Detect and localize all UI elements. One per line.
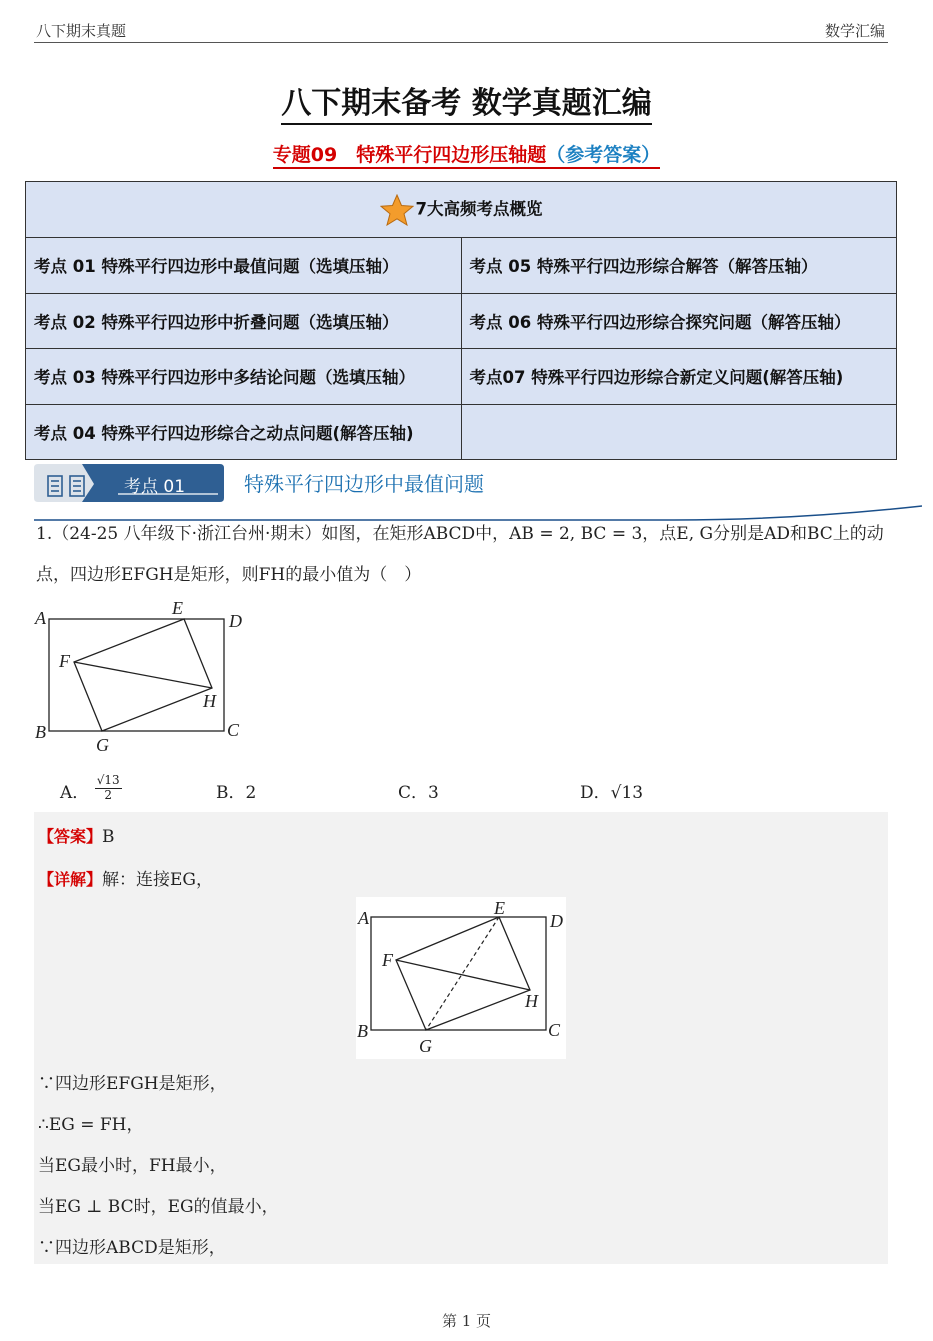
- label-f: F: [382, 950, 393, 970]
- label-a: A: [358, 908, 369, 928]
- label-e: E: [172, 598, 183, 618]
- label-c: C: [227, 720, 240, 740]
- section-badge-label: 考点 01: [124, 477, 186, 497]
- solution-step: ∵四边形EFGH是矩形，: [38, 1074, 227, 1094]
- label-e: E: [494, 898, 505, 918]
- answer-line: 【答案】B: [38, 827, 115, 847]
- solution-step: ∴EG = FH，: [38, 1115, 144, 1135]
- header-divider: [34, 42, 888, 43]
- answer-value: B: [102, 827, 115, 847]
- label-b: B: [357, 1021, 368, 1041]
- topic-item: 考点 05 特殊平行四边形综合解答（解答压轴）: [461, 238, 897, 294]
- solution-figure: [356, 897, 566, 1059]
- question-text-line1: 1.（24-25 八年级下·浙江台州·期末）如图，在矩形ABCD中，AB = 2, BC = 3，点E, G分别是AD和BC上的动: [36, 524, 884, 544]
- topic-item: 考点 03 特殊平行四边形中多结论问题（选填压轴）: [26, 349, 462, 405]
- detail-line: 【详解】解：连接EG，: [38, 870, 214, 890]
- page-title: 八下期末备考 数学真题汇编: [0, 78, 933, 122]
- option-d: D．√13: [580, 783, 644, 803]
- star-icon: [380, 194, 414, 226]
- label-g: G: [96, 735, 109, 755]
- question-figure: [30, 596, 260, 758]
- topic-item-empty: [461, 404, 897, 460]
- option-c: C．3: [398, 783, 439, 803]
- topic-item: 考点07 特殊平行四边形综合新定义问题(解答压轴): [461, 349, 897, 405]
- option-a-numerator: √13: [96, 773, 120, 788]
- label-f: F: [59, 651, 70, 671]
- topic-item: 考点 02 特殊平行四边形中折叠问题（选填压轴）: [26, 293, 462, 349]
- page-subtitle: 专题09 特殊平行四边形压轴题（参考答案）: [0, 140, 933, 167]
- label-d: D: [229, 611, 242, 631]
- label-a: A: [35, 608, 46, 628]
- header-right: 数学汇编: [824, 22, 885, 40]
- overview-heading: 7大高频考点概览: [26, 182, 897, 238]
- label-h: H: [203, 691, 216, 711]
- solution-step: ∵四边形ABCD是矩形，: [38, 1238, 226, 1258]
- section-title: 特殊平行四边形中最值问题: [244, 472, 484, 496]
- option-b: B．2: [216, 783, 257, 803]
- label-h: H: [525, 991, 538, 1011]
- option-a: A． $\frac{√13}{2}$: [60, 773, 120, 803]
- topic-item: 考点 04 特殊平行四边形综合之动点问题(解答压轴): [26, 404, 462, 460]
- label-b: B: [35, 722, 46, 742]
- label-g: G: [419, 1036, 432, 1056]
- option-a-denominator: 2: [104, 788, 112, 802]
- overview-table: [25, 181, 897, 460]
- header-left: 八下期末真题: [36, 22, 127, 40]
- question-text-line2: 点，四边形EFGH是矩形，则FH的最小值为（ ）: [36, 565, 422, 585]
- page-number: 第 1 页: [441, 1312, 492, 1330]
- label-d: D: [550, 911, 563, 931]
- solution-step: 当EG最小时，FH最小，: [38, 1156, 227, 1176]
- topic-item: 考点 06 特殊平行四边形综合探究问题（解答压轴）: [461, 293, 897, 349]
- topic-item: 考点 01 特殊平行四边形中最值问题（选填压轴）: [26, 238, 462, 294]
- label-c: C: [548, 1020, 561, 1040]
- solution-step: 当EG ⊥ BC时，EG的值最小，: [38, 1197, 279, 1217]
